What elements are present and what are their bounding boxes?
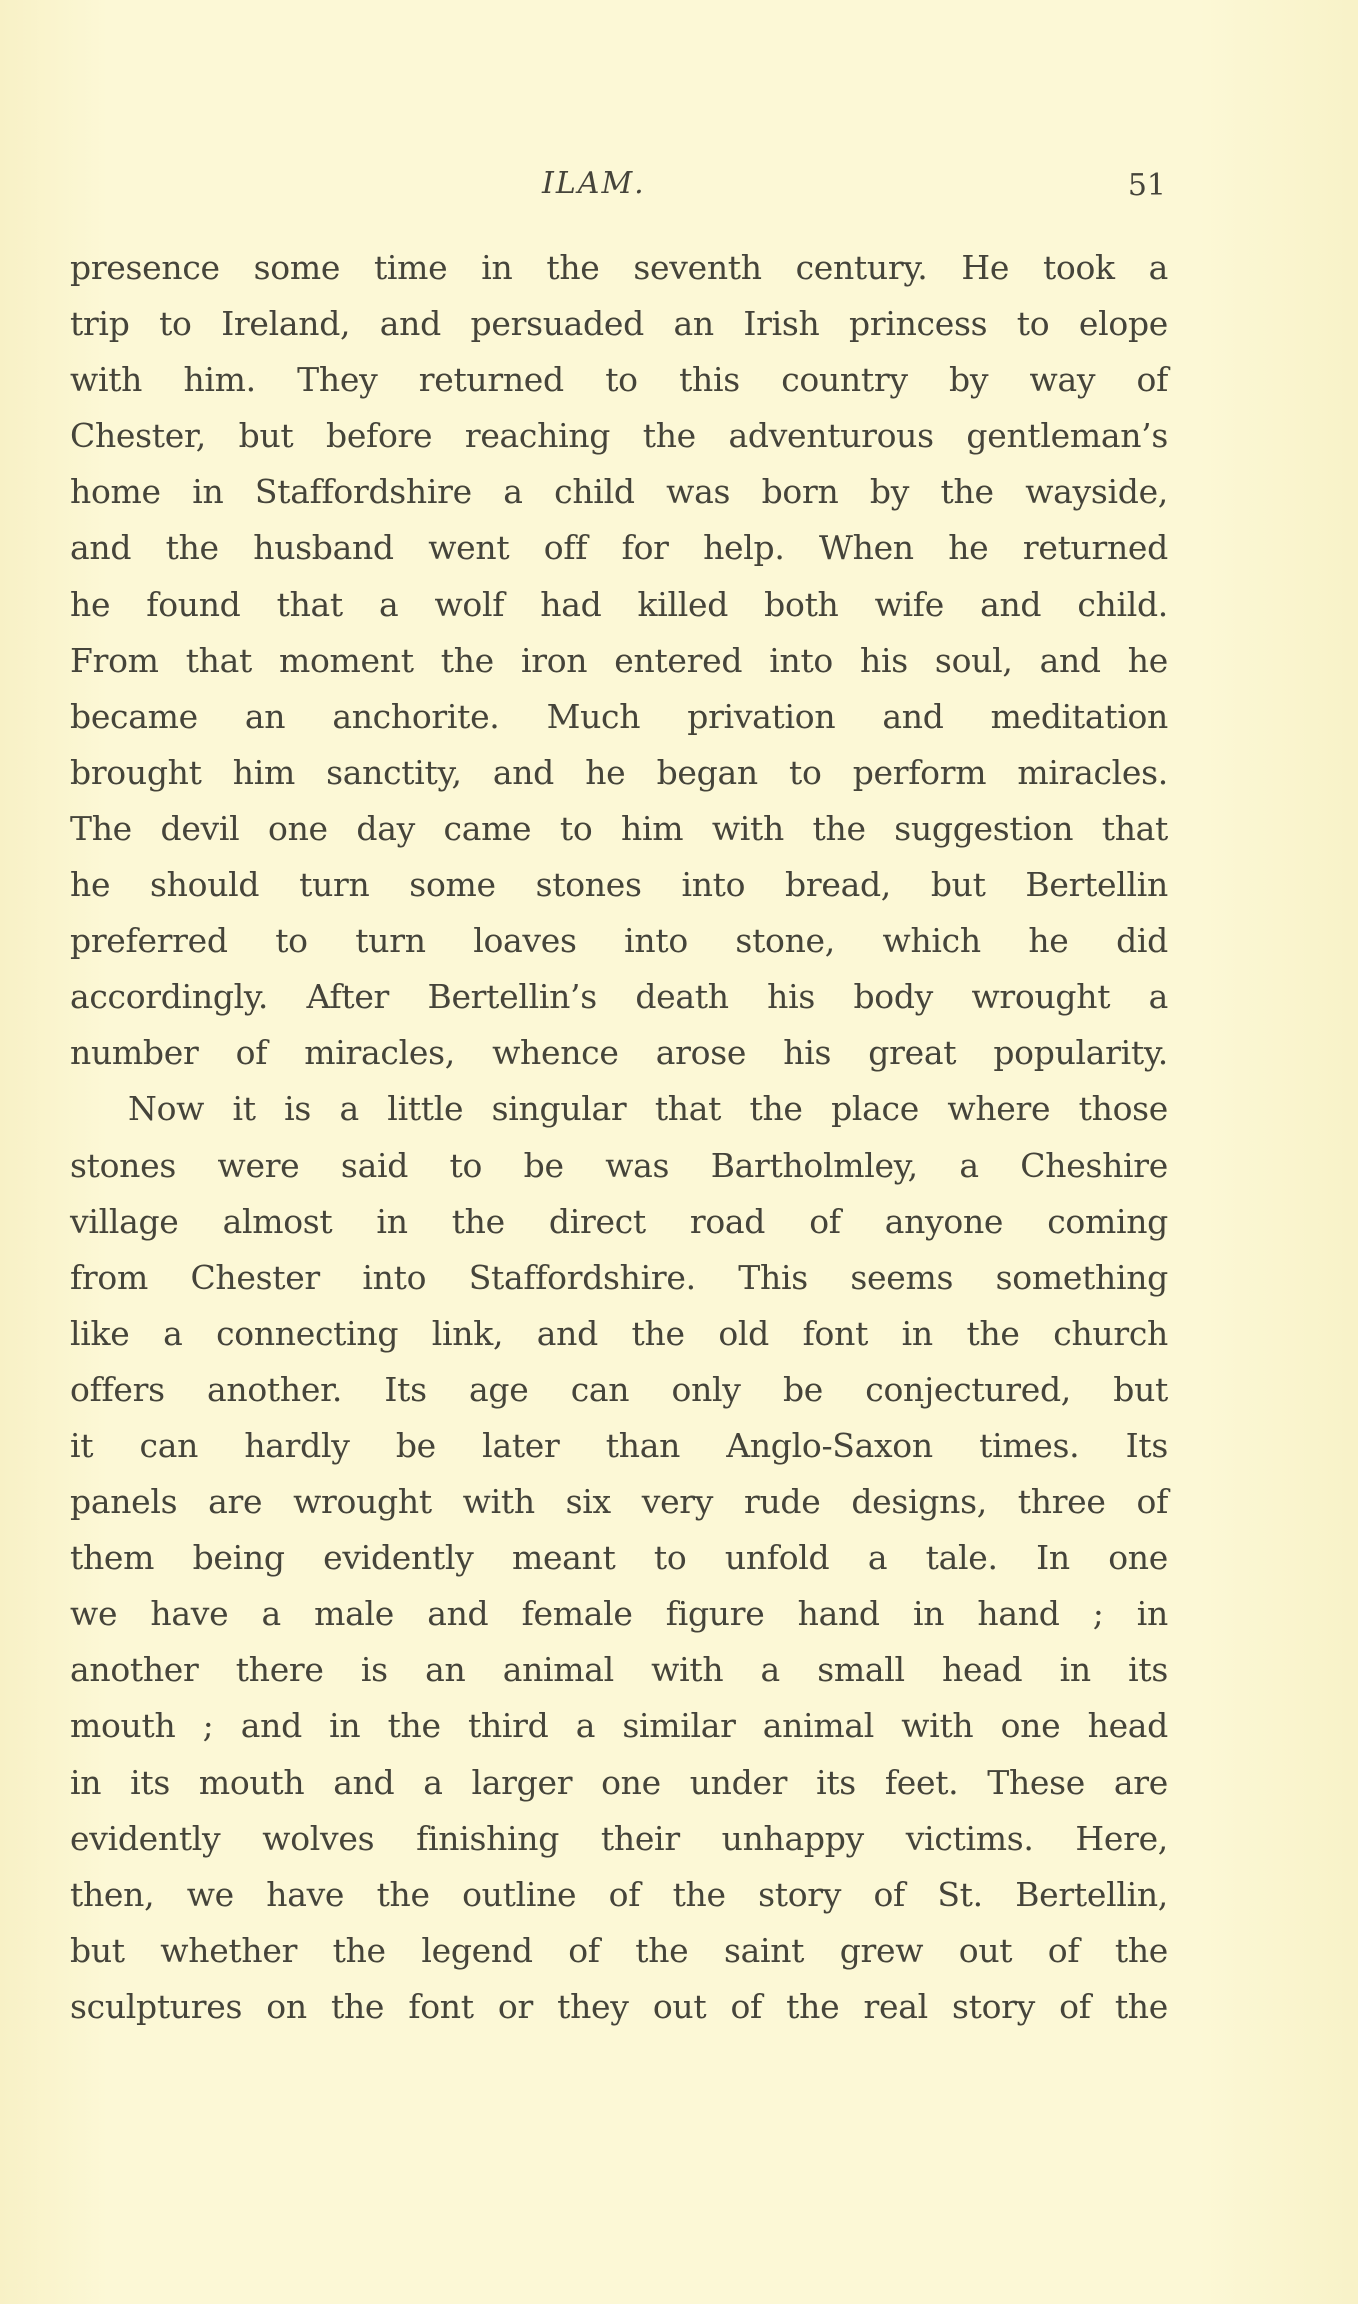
text-line: he found that a wolf had killed both wife and child.: [70, 584, 1168, 624]
text-line: them being evidently meant to unfold a tale. In one: [70, 1538, 1168, 1578]
text-line: sculptures on the font or they out of the real story of the: [70, 1986, 1168, 2026]
page-number: 51: [1127, 168, 1166, 203]
text-line: and the husband went off for help. When he returned: [70, 528, 1168, 568]
running-head: [70, 162, 1168, 206]
text-line: presence some time in the seventh century. He took a: [70, 248, 1168, 287]
text-line: offers another. Its age can only be conjectured, but: [70, 1369, 1168, 1409]
text-line: in its mouth and a larger one under its feet. These are: [70, 1762, 1168, 1802]
text-line: he should turn some stones into bread, but Bertellin: [70, 865, 1168, 905]
running-title: ILAM.: [542, 166, 646, 201]
text-line: The devil one day came to him with the suggestion that: [70, 808, 1168, 848]
text-line: village almost in the direct road of anyone coming: [70, 1201, 1168, 1241]
body-text: [70, 240, 1168, 2035]
text-line: accordingly. After Bertellin’s death his body wrought a: [70, 977, 1168, 1017]
text-line: from Chester into Staffordshire. This seems something: [70, 1257, 1168, 1297]
text-line: mouth ; and in the third a similar animal with one head: [70, 1706, 1168, 1746]
text-line: like a connecting link, and the old font in the church: [70, 1313, 1168, 1353]
text-line: but whether the legend of the saint grew out of the: [70, 1930, 1168, 1970]
text-line: preferred to turn loaves into stone, which he did: [70, 921, 1168, 961]
text-line: evidently wolves finishing their unhappy victims. Here,: [70, 1818, 1168, 1858]
text-line: panels are wrought with six very rude designs, three of: [70, 1482, 1168, 1522]
text-line: we have a male and female figure hand in hand ; in: [70, 1594, 1168, 1634]
text-line: number of miracles, whence arose his great popularity.: [70, 1033, 1168, 1073]
text-line: then, we have the outline of the story of St. Bertellin,: [70, 1874, 1168, 1914]
paragraph-start-line: Now it is a little singular that the place where those: [128, 1089, 1168, 1129]
text-line: trip to Ireland, and persuaded an Irish princess to elope: [70, 304, 1168, 344]
text-line: Chester, but before reaching the adventurous gentleman’s: [70, 416, 1168, 456]
text-line: with him. They returned to this country by way of: [70, 360, 1168, 400]
text-line: became an anchorite. Much privation and meditation: [70, 696, 1168, 736]
text-line: stones were said to be was Bartholmley, a Cheshire: [70, 1145, 1168, 1185]
text-line: home in Staffordshire a child was born by the wayside,: [70, 472, 1168, 512]
text-line: brought him sanctity, and he began to perform miracles.: [70, 752, 1168, 792]
text-line: it can hardly be later than Anglo-Saxon times. Its: [70, 1425, 1168, 1465]
text-line: another there is an animal with a small head in its: [70, 1650, 1168, 1690]
text-line: From that moment the iron entered into his soul, and he: [70, 640, 1168, 680]
